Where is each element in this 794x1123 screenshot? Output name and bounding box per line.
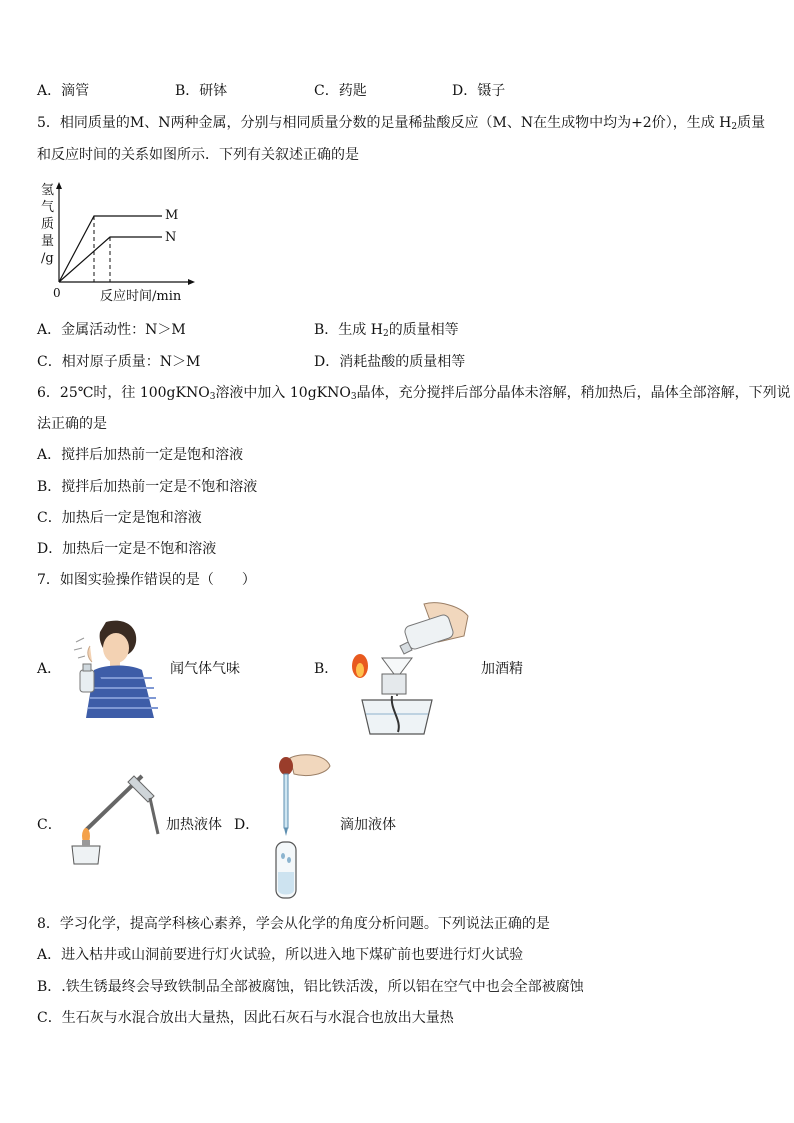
q7-label-d: D． [234,817,260,833]
q5-stem-subscript: 2 [731,122,738,132]
dropping-liquid-svg [268,752,334,902]
q7-caption-d: 滴加液体 [340,817,396,833]
q5-option-c: C．相对原子质量：N＞M [37,354,201,370]
y-label-4: 量 [41,234,55,249]
q6-option-b: B．搅拌后加热前一定是不饱和溶液 [37,479,258,495]
q5-stem-line1 [37,113,765,137]
smelling-gas-svg [66,618,164,720]
heating-liquid-illustration [64,770,162,870]
q5-option-b-sub: 2 [382,329,389,339]
q6-stem-text-a: 6．25℃时，往 100gKNO [37,385,210,401]
q4-option-a: A．滴管 [37,83,90,99]
adding-alcohol-illustration [342,600,472,740]
q5-stem-line2: 和反应时间的关系如图所示．下列有关叙述正确的是 [37,147,359,163]
series-label-n: N [165,230,177,245]
x-axis-arrow [188,279,195,285]
q5-option-a: A．金属活动性：N＞M [37,322,186,338]
y-label-2: 气 [41,200,55,215]
y-label-unit: /g [41,251,54,266]
q5-option-b-text-b: 的质量相等 [388,322,459,338]
q6-stem-text-c: 晶体，充分搅拌后部分晶体未溶解，稍加热后，晶体全部溶解，下列说 [356,385,791,401]
heating-liquid-svg [64,770,162,870]
q6-stem-line2: 法正确的是 [37,416,107,432]
q6-option-c: C．加热后一定是饱和溶液 [37,510,202,526]
y-label-1: 氢 [41,183,55,198]
origin-label: 0 [53,286,61,300]
q5-option-b-text-a: B．生成 H [314,322,383,338]
y-axis-arrow [56,182,62,189]
y-label-3: 质 [41,217,55,232]
q8-option-c: C．生石灰与水混合放出大量热，因此石灰石与水混合也放出大量热 [37,1010,454,1026]
q4-option-d: D．镊子 [452,83,506,99]
q6-option-d: D．加热后一定是不饱和溶液 [37,541,217,557]
q7-caption-c: 加热液体 [166,817,222,833]
x-axis-label: 反应时间/min [100,289,182,304]
q4-option-b: B．研钵 [175,83,228,99]
q5-stem-text-a: 5．相同质量的M、N两种金属，分别与相同质量分数的足量稀盐酸反应（M、N在生成物中均为+2价），生成 H [37,115,732,131]
q8-stem: 8．学习化学，提高学科核心素养，学会从化学的角度分析问题。下列说法正确的是 [37,916,550,932]
q8-option-a: A．进入枯井或山洞前要进行灯火试验，所以进入地下煤矿前也要进行灯火试验 [37,947,524,963]
q7-caption-a: 闻气体气味 [170,661,240,677]
adding-alcohol-svg [342,600,472,740]
q5-option-b [314,320,459,344]
q6-stem-text-b: 溶液中加入 10gKNO [215,385,351,401]
q7-stem: 7．如图实验操作错误的是（ ） [37,572,256,588]
smelling-gas-illustration [66,618,164,720]
q5-option-d: D．消耗盐酸的质量相等 [314,354,466,370]
q7-label-a: A． [37,661,62,677]
q6-option-a: A．搅拌后加热前一定是饱和溶液 [37,447,244,463]
q7-caption-b: 加酒精 [481,661,523,677]
q6-stem-line1 [37,383,791,407]
q7-label-c: C． [37,817,62,833]
q8-option-b: B．.铁生锈最终会导致铁制品全部被腐蚀，铝比铁活泼，所以铝在空气中也会全部被腐蚀 [37,979,584,995]
q7-label-b: B． [314,661,339,677]
q6-stem-sub2: 3 [350,392,357,402]
q5-stem-text-b: 质量 [737,115,766,131]
q6-stem-sub1: 3 [209,392,216,402]
q4-option-c: C．药匙 [314,83,367,99]
dropping-liquid-illustration [268,752,334,902]
q5-graph [37,180,197,308]
series-label-m: M [165,208,179,223]
